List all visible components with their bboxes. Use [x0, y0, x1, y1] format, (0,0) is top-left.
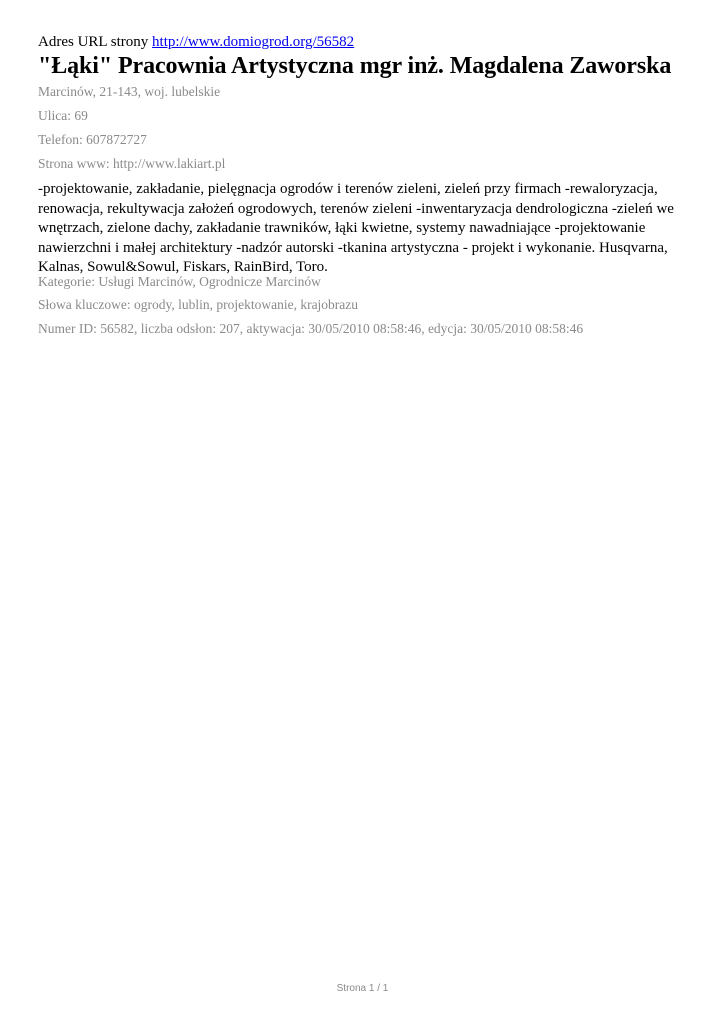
street-line: Ulica: 69: [38, 108, 88, 123]
page-number-footer: Strona 1 / 1: [336, 983, 389, 994]
website-line: Strona www: http://www.lakiart.pl: [38, 156, 226, 171]
address-line: Marcinów, 21-143, woj. lubelskie: [38, 84, 221, 99]
description-text: -projektowanie, zakładanie, pielęgnacja ogrodów i terenów zieleni, zieleń przy firmach -rewaloryzacja, renowacja, rekultywacja założeń ogrodowych, terenów zieleni -inwentaryzacja dendrologiczna -zieleń we wnętrzach, zielone dachy, zakładanie trawników, łąki kwietne, systemy nawadniające -projektowanie nawierzchni i małej architektury -nadzór autorski -tkanina artystyczna - projekt i wykonanie. Husqvarna, Kalnas, Sowul&Sowul, Fiskars, RainBird, Toro.: [38, 181, 674, 275]
phone-line: Telefon: 607872727: [38, 132, 147, 147]
page-url-line: [38, 34, 354, 51]
keywords-line: Słowa kluczowe: ogrody, lublin, projektowanie, krajobrazu: [38, 297, 359, 312]
page-title: "Łąki" Pracownia Artystyczna mgr inż. Magdalena Zaworska: [38, 53, 672, 79]
record-info-line: Numer ID: 56582, liczba odsłon: 207, aktywacja: 30/05/2010 08:58:46, edycja: 30/05/2010 08:58:46: [38, 321, 584, 336]
page-url-link[interactable]: http://www.domiogrod.org/56582: [152, 34, 355, 50]
url-label: Adres URL strony: [38, 34, 149, 50]
categories-line: Kategorie: Usługi Marcinów, Ogrodnicze Marcinów: [38, 274, 321, 289]
